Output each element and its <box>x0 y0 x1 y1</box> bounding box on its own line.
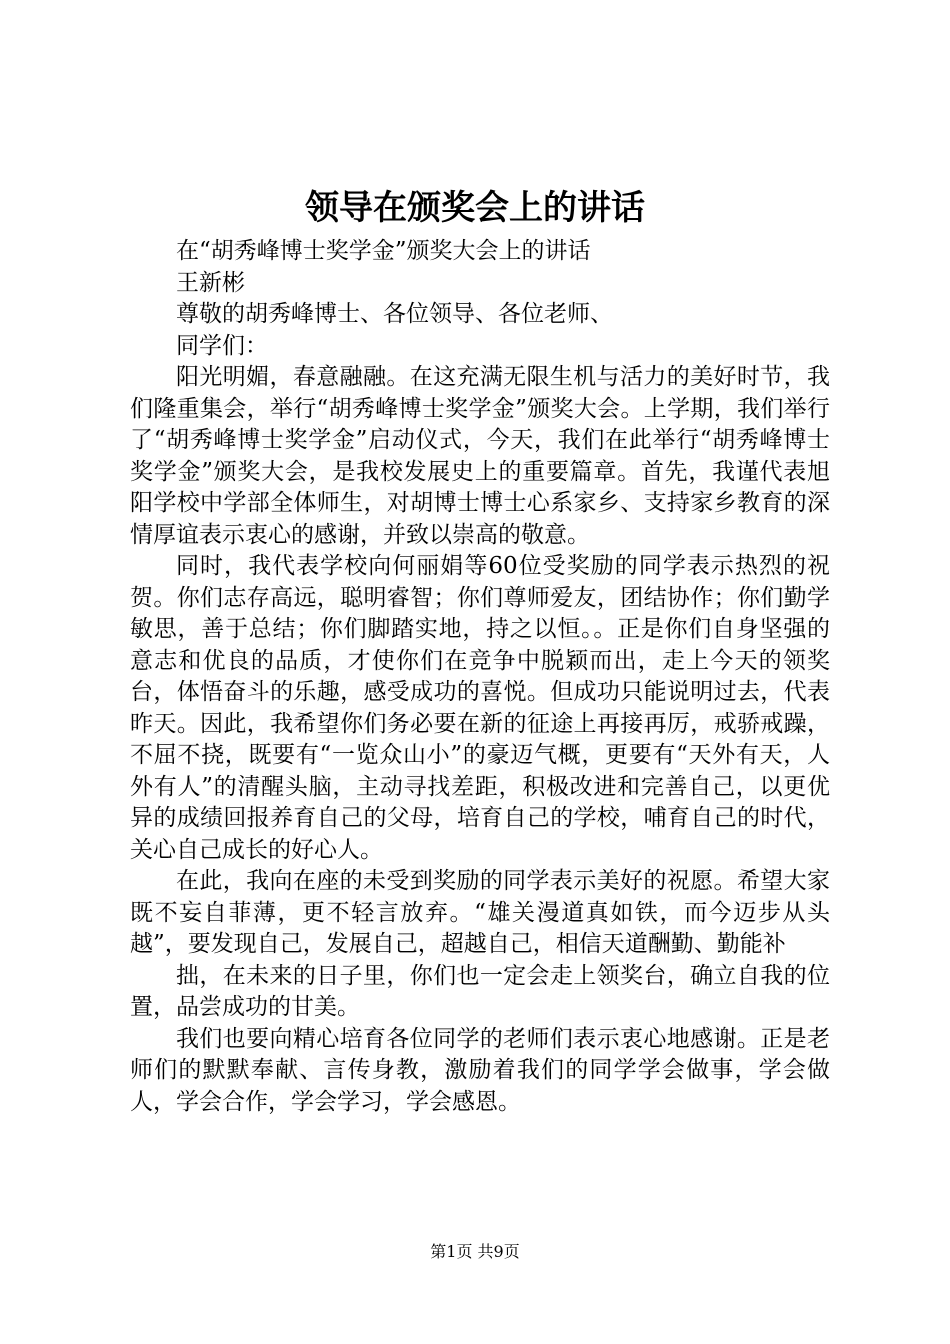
paragraph: 同时，我代表学校向何丽娟等60位受奖励的同学表示热烈的祝贺。你们志存高远，聪明睿智；你们尊师爱友，团结协作；你们勤学敏思，善于总结；你们脚踏实地，持之以恒。。正是你们自身坚强的意志和优良的品质，才使你们在竞争中脱颖而出，走上今天的领奖台，体悟奋斗的乐趣，感受成功的喜悦。但成功只能说明过去，代表昨天。因此，我希望你们务必要在新的征途上再接再厉，戒骄戒躁，不屈不挠，既要有“一览众山小”的豪迈气概，更要有“天外有天，人外有人”的清醒头脑，主动寻找差距，积极改进和完善自己，以更优异的成绩回报养育自己的父母，培育自己的学校，哺育自己的时代，关心自己成长的好心人。 <box>130 553 830 863</box>
salutation-line-2: 同学们： <box>176 332 268 359</box>
page-number: 第1页 共9页 <box>430 1242 520 1261</box>
paragraph: 我们也要向精心培育各位同学的老师们表示衷心地感谢。正是老师们的默默奉献、言传身教，激励着我们的同学学会做事，学会做人，学会合作，学会学习，学会感恩。 <box>130 1025 830 1115</box>
document-title: 领导在颁奖会上的讲话 <box>305 188 645 228</box>
speaker-name: 王新彬 <box>176 269 245 296</box>
document-body <box>130 236 830 1118</box>
speech-heading: 在“胡秀峰博士奖学金”颁奖大会上的讲话 <box>176 238 591 264</box>
paragraph: 阳光明媚，春意融融。在这充满无限生机与活力的美好时节，我们隆重集会，举行“胡秀峰博士奖学金”颁奖大会。上学期，我们举行了“胡秀峰博士奖学金”启动仪式，今天，我们在此举行“胡秀峰博士奖学金”颁奖大会，是我校发展史上的重要篇章。首先，我谨代表旭阳学校中学部全体师生，对胡博士博士心系家乡、支持家乡教育的深情厚谊表示衷心的感谢，并致以崇高的敬意。 <box>130 364 830 548</box>
salutation-line-1: 尊敬的胡秀峰博士、各位领导、各位老师、 <box>176 301 613 327</box>
paragraph: 在此，我向在座的未受到奖励的同学表示美好的祝愿。希望大家既不妄自菲薄，更不轻言放弃。“雄关漫道真如铁，而今迈步从头越”，要发现自己，发展自己，超越自己，相信天道酬勤、勤能补 <box>130 868 830 957</box>
paragraph: 拙，在未来的日子里，你们也一定会走上领奖台，确立自我的位置，品尝成功的甘美。 <box>130 962 830 1020</box>
